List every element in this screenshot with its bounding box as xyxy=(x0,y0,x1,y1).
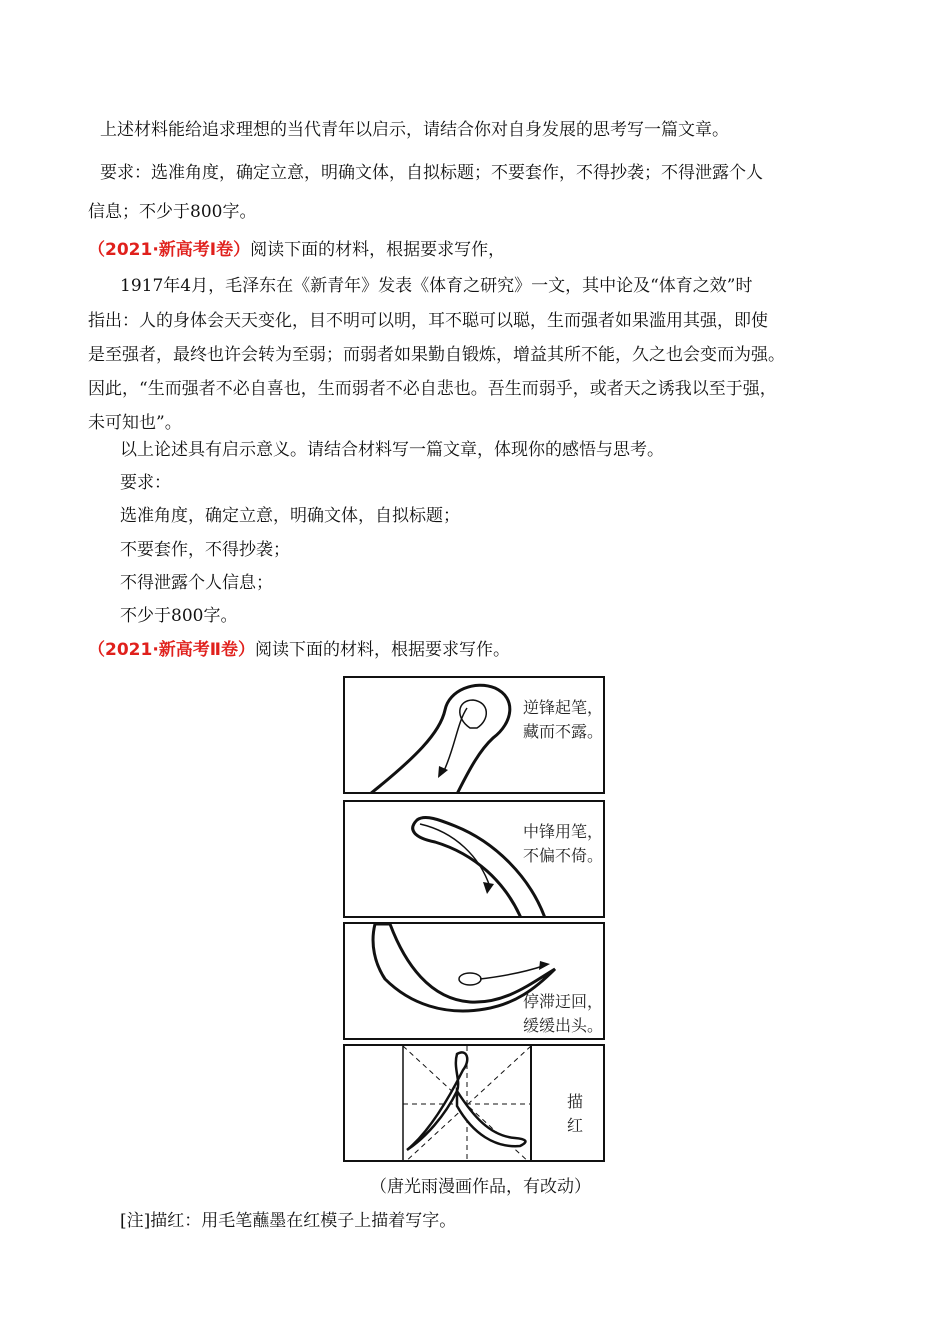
illustration-panel-center-stroke xyxy=(343,800,605,918)
panel-1-text xyxy=(523,696,603,744)
q1-para-line: 未可知也”。 xyxy=(88,413,182,433)
q2-note: [注]描红：用毛笔蘸墨在红模子上描着写字。 xyxy=(120,1211,457,1231)
panel-1-line: 逆锋起笔， xyxy=(523,698,604,717)
panel-1-line: 藏而不露。 xyxy=(523,722,604,741)
q1-instruction: 以上论述具有启示意义。请结合材料写一篇文章，体现你的感悟与思考。 xyxy=(120,440,664,460)
illustration-panel-pause-stroke xyxy=(343,922,605,1040)
panel-2-line: 不偏不倚。 xyxy=(523,846,604,865)
q1-requirement-item: 不得泄露个人信息； xyxy=(120,573,273,593)
panel-3-text xyxy=(523,990,603,1038)
panel-2-line: 中锋用笔， xyxy=(523,822,604,841)
q1-para-line: 因此，“生而强者不必自喜也，生而弱者不必自悲也。吾生而弱乎，或者天之诱我以至于强， xyxy=(88,379,777,399)
q1-requirement-title: 要求： xyxy=(120,473,171,493)
illustration-caption: （唐光雨漫画作品，有改动） xyxy=(370,1177,591,1197)
q1-requirement-item: 选准角度，确定立意，明确文体，自拟标题； xyxy=(120,506,460,526)
q2-tag: （2021·新高考Ⅱ卷） xyxy=(88,640,255,660)
panel-4-line: 红 xyxy=(566,1116,583,1135)
illustration-panel-reverse-stroke xyxy=(343,676,605,794)
intro-line-1: 上述材料能给追求理想的当代青年以启示，请结合你对自身发展的思考写一篇文章。 xyxy=(100,120,729,140)
q2-prompt: 阅读下面的材料，根据要求写作。 xyxy=(254,640,510,660)
q1-prompt: 阅读下面的材料，根据要求写作， xyxy=(250,240,506,260)
q1-para-line: 1917年4月，毛泽东在《新青年》发表《体育之研究》一文，其中论及“体育之效”时 xyxy=(120,276,753,296)
q2-header xyxy=(88,637,510,663)
panel-4-text xyxy=(563,1090,587,1138)
q1-tag: （2021·新高考Ⅰ卷） xyxy=(88,240,251,260)
q1-requirement-item: 不少于800字。 xyxy=(120,606,238,626)
illustration-panel-tracing xyxy=(343,1044,605,1162)
panel-3-line: 缓缓出头。 xyxy=(523,1016,604,1035)
panel-3-line: 停滞迂回， xyxy=(523,992,604,1011)
intro-requirement-line-2: 信息；不少于800字。 xyxy=(88,202,257,222)
q1-requirement-item: 不要套作，不得抄袭； xyxy=(120,540,290,560)
q1-para-line: 指出：人的身体会天天变化，目不明可以明，耳不聪可以聪，生而强者如果滥用其强，即使 xyxy=(88,311,768,331)
panel-2-text xyxy=(523,820,603,868)
panel-4-line: 描 xyxy=(566,1092,583,1111)
q1-header xyxy=(88,237,505,263)
q1-para-line: 是至强者，最终也许会转为至弱；而弱者如果勤自锻炼，增益其所不能，久之也会变而为强。 xyxy=(88,345,785,365)
intro-requirement-line-1: 要求：选准角度，确定立意，明确文体，自拟标题；不要套作，不得抄袭；不得泄露个人 xyxy=(100,163,763,183)
